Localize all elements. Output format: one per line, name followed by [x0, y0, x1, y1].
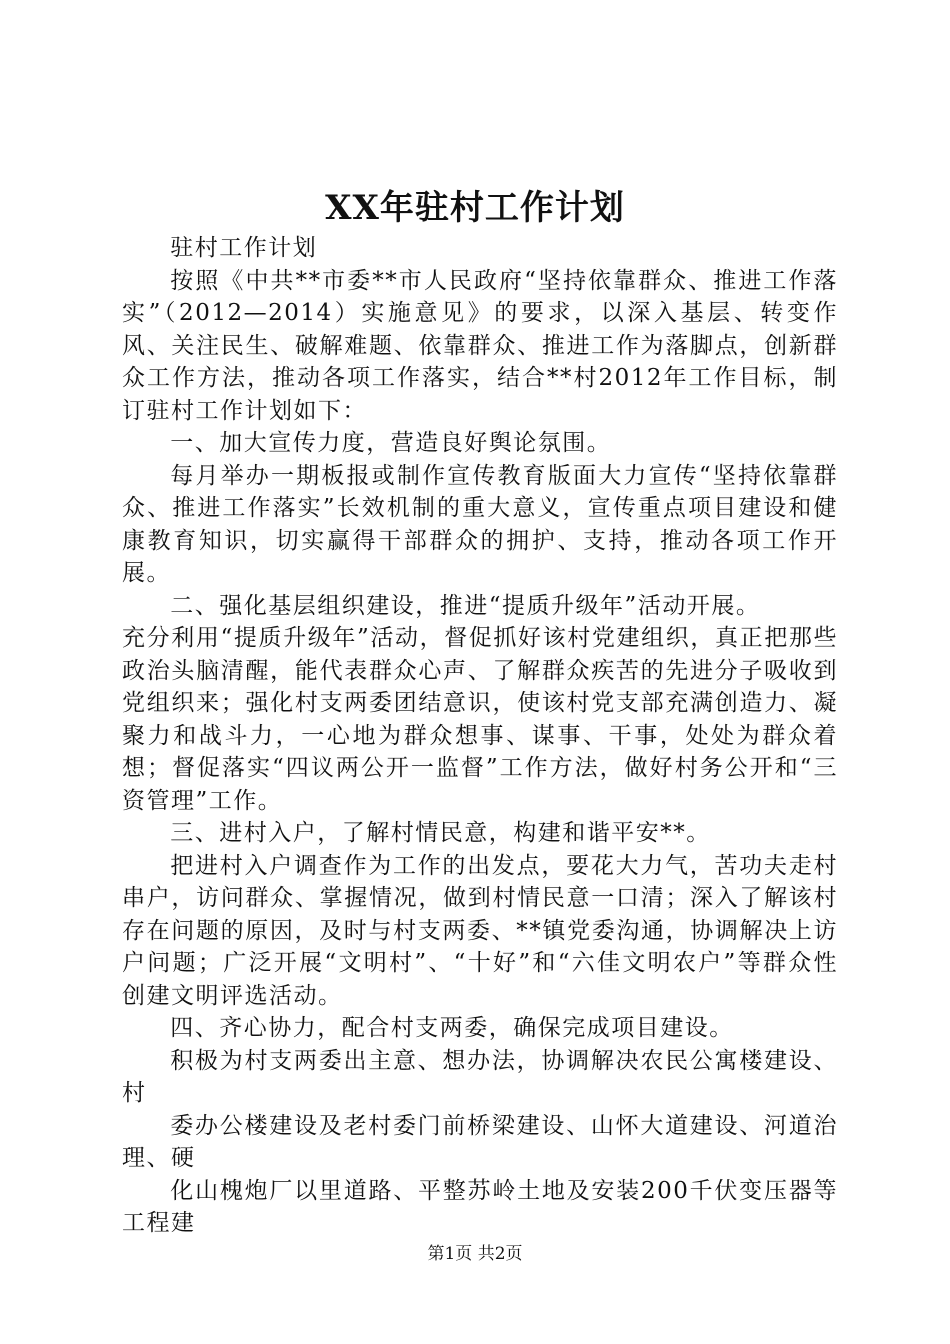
document-body — [122, 232, 838, 1240]
section-heading-2: 二、强化基层组织建设，推进“提质升级年”活动开展。 — [170, 592, 761, 619]
section-body-2: 充分利用“提质升级年”活动，督促抓好该村党建组织，真正把那些政治头脑清醒，能代表群众心声、了解群众疾苦的先进分子吸收到党组织来；强化村支两委团结意识，使该村党支部充满创造力、凝聚力和战斗力，一心地为群众想事、谋事、干事，处处为群众着想；督促落实“四议两公开一监督”工作方法，做好村务公开和“三资管理”工作。 — [122, 625, 838, 814]
page-footer: 第1页 共2页 — [427, 1244, 523, 1264]
section-body-4-line-2: 委办公楼建设及老村委门前桥梁建设、山怀大道建设、河道治理、硬 — [122, 1112, 838, 1171]
paragraph-intro: 按照《中共**市委**市人民政府“坚持依靠群众、推进工作落实”（2012—2014）实施意见》的要求，以深入基层、转变作风、关注民生、破解难题、依靠群众、推进工作为落脚点，创新群众工作方法，推动各项工作落实，结合**村2012年工作目标，制订驻村工作计划如下： — [122, 267, 838, 424]
section-heading-4: 四、齐心协力，配合村支两委，确保完成项目建设。 — [170, 1015, 734, 1041]
section-body-4-line-3: 化山槐炮厂以里道路、平整苏岭土地及安装200千伏变压器等工程建 — [122, 1177, 838, 1236]
document-title: XX年驻村工作计划 — [325, 188, 625, 228]
paragraph-heading: 驻村工作计划 — [170, 235, 318, 261]
section-heading-1: 一、加大宣传力度，营造良好舆论氛围。 — [170, 430, 612, 456]
section-body-3: 把进村入户调查作为工作的出发点，要花大力气，苦功夫走村串户，访问群众、掌握情况，做到村情民意一口清；深入了解该村存在问题的原因，及时与村支两委、**镇党委沟通，协调解决上访户问题；广泛开展“文明村”、“十好”和“六佳文明农户”等群众性创建文明评选活动。 — [122, 852, 838, 1009]
section-heading-3: 三、进村入户，了解村情民意，构建和谐平安**。 — [170, 820, 711, 846]
section-body-4-line-1: 积极为村支两委出主意、想办法，协调解决农民公寓楼建设、村 — [122, 1047, 838, 1106]
section-body-1: 每月举办一期板报或制作宣传教育版面大力宣传“坚持依靠群众、推进工作落实”长效机制的重大意义，宣传重点项目建设和健康教育知识，切实赢得干部群众的拥护、支持，推动各项工作开展。 — [122, 462, 838, 586]
